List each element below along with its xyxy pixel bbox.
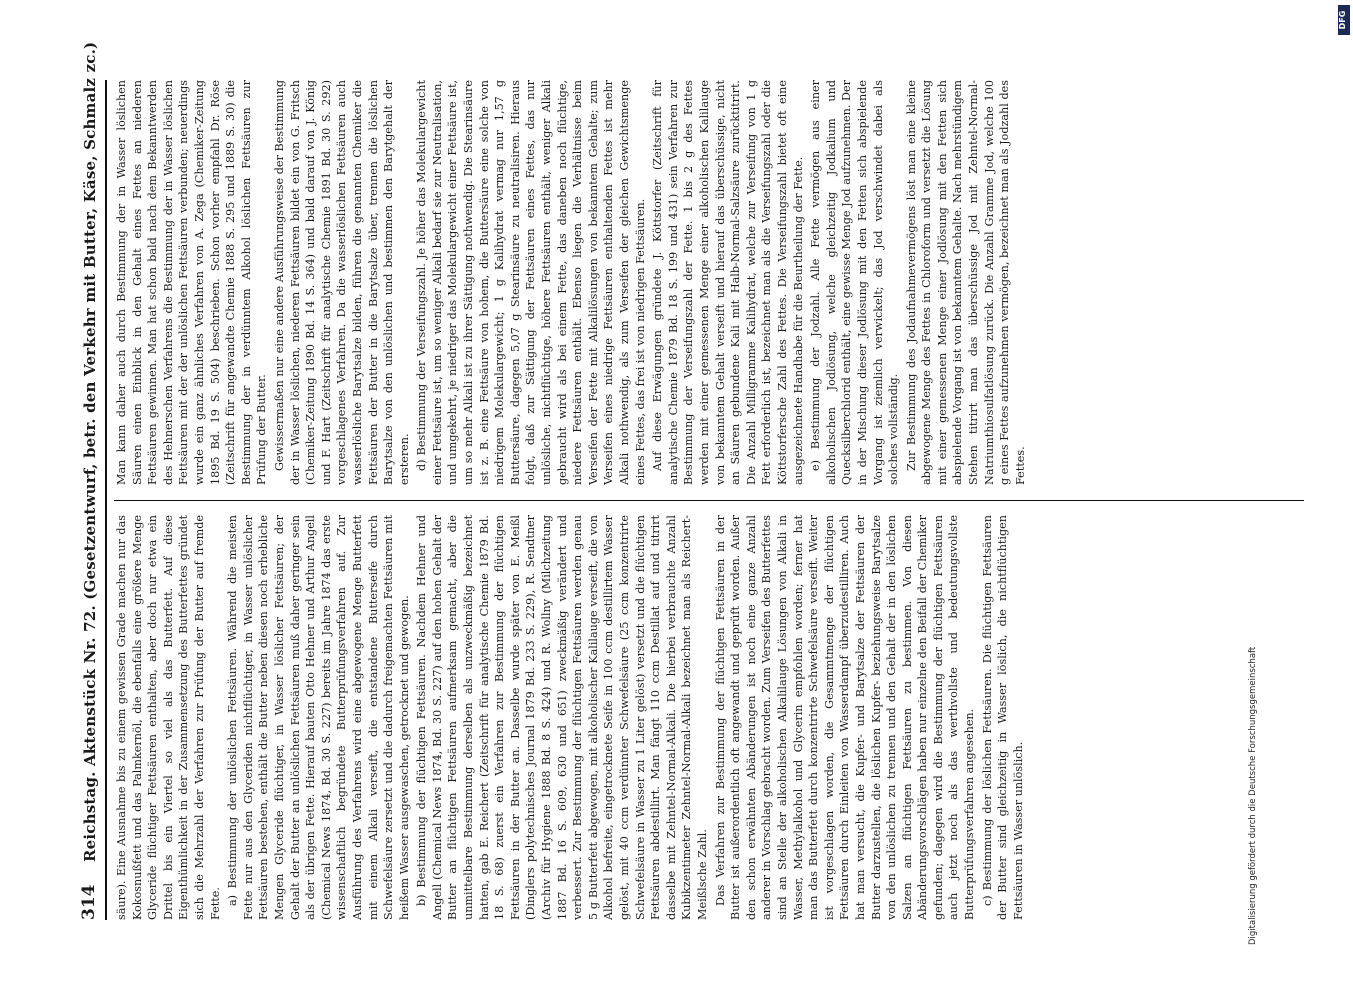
paragraph: c) Bestimmung der löslichen Fettsäuren. Die flüchtigen Fettsäuren der Butter sind gleichzeitig in Wasser löslich, die nichtflüchtigen Fettsäuren in Wasser unlöslich. [980,515,1025,920]
digitization-note-text: Digitalisierung gefördert durch die Deutsche Forschungsgemeinschaft [1248,646,1258,945]
paragraph: säure). Eine Ausnahme bis zu einem gewissen Grade machen nur das Kokosnußfett und das Palmkernöl, die ebenfalls eine größere Menge Glyceride flüchtiger Fettsäuren enthalten, aber doch nur etwa ein Drittel bis ein Viertel so viel als das Butterfett. Auf diese Eigenthümlichkeit in der Zusammensetzung des Butterfettes gründet sich die Mehrzahl der Verfahren zur Prüfung der Butter auf fremde Fette. [115,515,222,920]
paragraph: Das Verfahren zur Bestimmung der flüchtigen Fettsäuren in der Butter ist außerordentlich oft angewandt und geprüft worden. Außer den schon erwähnten Abänderungen ist noch eine ganze Anzahl anderer in Vorschlag gebracht worden. Zum Verseifen des Butterfettes sind an Stelle der alkoholischen Alkalilauge Lösungen von Alkali in Wasser, Methylalkohol und Glycerin empfohlen worden; ferner hat man das Butterfett durch konzentrirte Schwefelsäure verseift. Weiter ist vorgeschlagen worden, die Gesammtmenge der flüchtigen Fettsäuren durch Einleiten von Wasserdampf überzudestilliren. Auch hat man versucht, die Kupfer- und Barytsalze der Fettsäuren der Butter darzustellen, die löslichen Kupfer- beziehungsweise Barytsalze von den unlöslichen zu trennen und den Gehalt der in den löslichen Salzen an flüchtigen Fettsäuren zu bestimmen. Von diesen Abänderungsvorschlägen haben nur einzelne den Beifall der Chemiker gefunden; dagegen wird die Bestimmung der flüchtigen Fettsäuren auch jetzt noch als das werthvollste und bedeutungsvollste Butterprüfungsverfahren angesehen. [713,515,977,920]
paragraph: e) Bestimmung der Jodzahl. Alle Fette vermögen aus einer alkoholischen Jodlösung, welche gleichzeitig Jodkalium und Quecksilberchlorid enthält, eine gewisse Menge Jod aufzunehmen. Der in der Mischung dieser Jodlösung mit den Fetten sich abspielende Vorgang ist ziemlich verwickelt; das Jod verschwindet dabei als solches vollständig. [809,80,901,485]
header-rule [105,80,107,920]
dfg-logo-text: DFG [1338,10,1347,30]
paragraph: d) Bestimmung der Verseifungszahl. Je höher das Molekulargewicht einer Fettsäure ist, um so weniger Alkali bedarf sie zur Neutralisation, und umgekehrt, je niedriger das Molekulargewicht einer Fettsäure ist, um so mehr Alkali ist zu ihrer Sättigung nothwendig. Die Stearinsäure ist z. B. eine Fettsäure von hohem, die Buttersäure eine solche von niedrigem Molekulargewicht; 1 g Kalihydrat vermag nur 1,57 g Buttersäure, dagegen 5,07 g Stearinsäure zu neutralisiren. Hieraus folgt, daß zur Sättigung der Fettsäuren eines Fettes, das nur unlösliche, nichtflüchtige, höhere Fettsäuren enthält, weniger Alkali gebraucht wird als bei einem Fette, das daneben noch flüchtige, niedere Fettsäuren enthält. Ebenso liegen die Verhältnisse beim Verseifen der Fette mit Alkalilösungen von bekanntem Gehalte; zum Verseifen eines niedrige Fettsäuren enthaltenden Fettes ist mehr Alkali nothwendig, als zum Verseifen der gleichen Gewichtsmenge eines Fettes, das frei ist von niedrigen Fettsäuren. [415,80,647,485]
dfg-logo [1338,5,1350,35]
right-column [114,80,1304,485]
page-number: 314 [79,884,99,920]
paragraph: Man kann daher auch durch Bestimmung der in Wasser löslichen Säuren einen Einblick in den Gehalt eines Fettes an niederen Fettsäuren gewinnen. Man hat schon bald nach dem Bekanntwerden des Hehnerschen Verfahrens die Bestimmung der in Wasser löslichen Fettsäuren mit der der unlöslichen Fettsäuren verbunden; neuerdings wurde ein ganz ähnliches Verfahren von A. Zega (Chemiker-Zeitung 1895 Bd. 19 S. 504) beschrieben. Schon vorher empfahl Dr. Röse (Zeitschrift für angewandte Chemie 1888 S. 295 und 1889 S. 30) die Bestimmung der in verdünntem Alkohol löslichen Fettsäuren zur Prüfung der Butter. [115,80,269,485]
rotated-document-page [79,41,1320,920]
left-column [114,515,1304,920]
paragraph: Auf diese Erwägungen gründete J. Köttstorfer (Zeitschrift für analytische Chemie 1879 Bd. 18 S. 199 und 431) sein Verfahren zur Bestimmung der Verseifungszahl der Fette. 1 bis 2 g des Fettes werden mit einer gemessenen Menge einer alkoholischen Kalilauge von bekanntem Gehalt verseift und hierauf das überschüssige, nicht an Säuren gebundene Kali mit Halb-Normal-Salzsäure zurücktitrirt. Die Anzahl Milligramme Kalihydrat, welche zur Verseifung von 1 g Fett erforderlich ist, bezeichnet man als die Verseifungszahl oder die Köttstorfersche Zahl des Fettes. Die Verseifungszahl bietet oft eine ausgezeichnete Handhabe für die Beurtheilung der Fette. [651,80,805,485]
paragraph: Zur Bestimmung des Jodaufnahmevermögens löst man eine kleine abgewogene Menge des Fettes in Chloroform und versetzt die Lösung mit einer gemessenen Menge einer Jodlösung mit den Fetten sich abspielende Vorgang ist von bekanntem Gehalte. Nach mehrstündigem Stehen titrirt man das überschüssige Jod mit Zehntel-Normal-Natriumthiosulfatlösung zurück. Die Anzahl Gramme Jod, welche 100 g eines Fettes aufzunehmen vermögen, bezeichnet man als Jodzahl des Fettes. [904,80,1027,485]
column-divider [114,500,1304,501]
paragraph: Gewissermaßen nur eine andere Ausführungsweise der Bestimmung der in Wasser löslichen, niederen Fettsäuren bildet ein von G. Fritsch (Chemiker-Zeitung 1890 Bd. 14 S. 364) und bald darauf von J. König und F. Hart (Zeitschrift für analytische Chemie 1891 Bd. 30 S. 292) vorgeschlagenes Verfahren. Da die wasserlöslichen Fettsäuren auch wasserlösliche Barytsalze bilden, führen die genannten Chemiker die Fettsäuren der Butter in die Barytsalze über, trennen die löslichen Barytsalze von den unlöslichen und bestimmen den Barytgehalt der ersteren. [272,80,411,485]
header-title: Reichstag. Aktenstück Nr. 72. (Gesetzentwurf, betr. den Verkehr mit Butter, Käse, Schmalz zc.) [81,41,99,862]
digitization-note [1248,5,1348,945]
page-header [79,41,102,920]
paragraph: a) Bestimmung der unlöslichen Fettsäuren. Während die meisten Fette nur aus den Glyceriden nichtflüchtiger, in Wasser unlöslicher Fettsäuren bestehen, enthält die Butter neben diesen noch erhebliche Mengen Glyceride flüchtiger, in Wasser löslicher Fettsäuren; der Gehalt der Butter an unlöslichen Fettsäuren muß daher geringer sein als der übrigen Fette. Hierauf bauten Otto Hehner und Arthur Angell (Chemical News 1874, Bd. 30 S. 227) bereits im Jahre 1874 das erste wissenschaftlich begründete Butterprüfungsverfahren auf. Zur Ausführung des Verfahrens wird eine abgewogene Menge Butterfett mit einem Alkali verseift, die entstandene Butterseife durch Schwefelsäure zersetzt und die dadurch freigemachten Fettsäuren mit heißem Wasser ausgewaschen, getrocknet und gewogen. [226,515,411,920]
paragraph: b) Bestimmung der flüchtigen Fettsäuren. Nachdem Hehner und Angell (Chemical News 1874, Bd. 30 S. 227) auf den hohen Gehalt der Butter an flüchtigen Fettsäuren aufmerksam gemacht, aber die unmittelbare Bestimmung derselben als unzweckmäßig bezeichnet hatten, gab E. Reichert (Zeitschrift für analytische Chemie 1879 Bd. 18 S. 68) zuerst ein Verfahren zur Bestimmung der flüchtigen Fettsäuren in der Butter an. Dasselbe wurde später von E. Meißl (Dinglers polytechnisches Journal 1879 Bd. 233 S. 229), R. Sendtner (Archiv für Hygiene 1888 Bd. 8 S. 424) und R. Wollny (Milchzeitung 1887 Bd. 16 S. 609, 630 und 651) zweckmäßig verändert und verbessert. Zur Bestimmung der flüchtigen Fettsäuren werden genau 5 g Butterfett abgewogen, mit alkoholischer Kalilauge verseift, die von Alkohol befreite, eingetrocknete Seife in 100 ccm destillirtem Wasser gelöst, mit 40 ccm verdünnter Schwefelsäure (25 ccm konzentrirte Schwefelsäure in Wasser zu 1 Liter gelöst) versetzt und die flüchtigen Fettsäuren abdestillirt. Man fängt 110 ccm Destillat auf und titrirt dasselbe mit Zehntel-Normal-Alkali. Die hierbei verbrauchte Anzahl Kubikzentimeter Zehntel-Normal-Alkali bezeichnet man als Reichert-Meißlsche Zahl. [415,515,709,920]
